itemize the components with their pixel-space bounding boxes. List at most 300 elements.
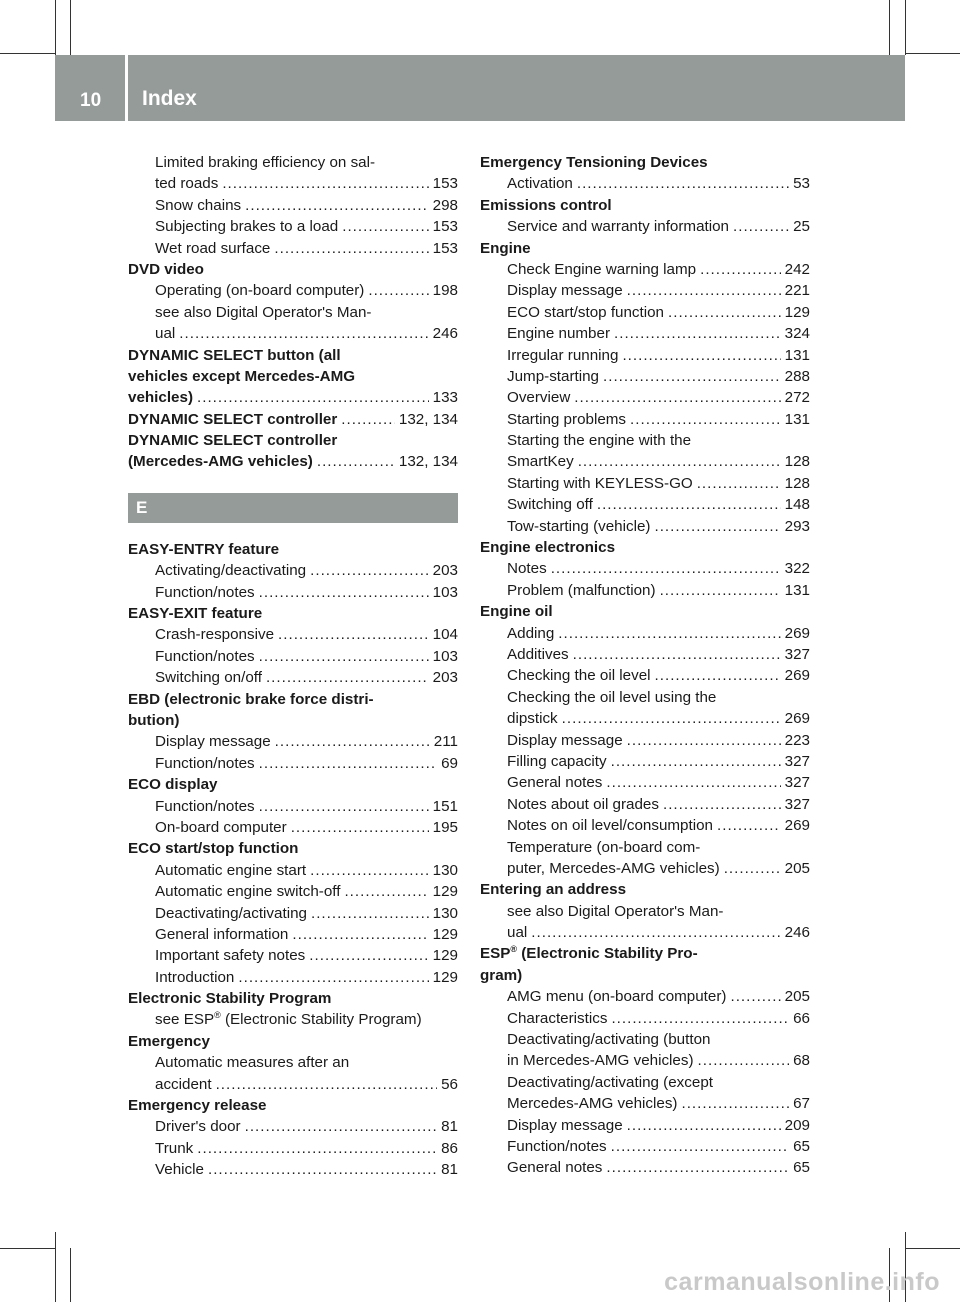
page-reference: 223 bbox=[784, 731, 810, 749]
entry-label: Crash-responsive bbox=[155, 626, 275, 644]
dot-leader bbox=[663, 794, 781, 815]
page-reference: 198 bbox=[432, 282, 458, 300]
index-subentry bbox=[128, 753, 458, 774]
dot-leader bbox=[717, 815, 781, 836]
index-column-right bbox=[480, 152, 810, 1179]
entry-label: ual bbox=[507, 924, 528, 942]
index-entries-e-continued bbox=[480, 152, 810, 1179]
index-subentry bbox=[480, 387, 810, 408]
dot-leader bbox=[179, 323, 428, 344]
entry-label: DYNAMIC SELECT controller bbox=[128, 410, 338, 428]
index-subentry bbox=[480, 1136, 810, 1157]
page-reference: 153 bbox=[432, 175, 458, 193]
entry-label: ECO start/stop function bbox=[507, 303, 665, 321]
dot-leader bbox=[551, 558, 781, 579]
dot-leader bbox=[614, 323, 781, 344]
index-subentry: Automatic measures after an bbox=[155, 1054, 350, 1072]
entry-label: Adding bbox=[507, 624, 555, 642]
entry-label: Switching off bbox=[507, 496, 593, 514]
index-subentry bbox=[480, 644, 810, 665]
page-reference: 242 bbox=[784, 260, 810, 278]
index-heading bbox=[480, 943, 810, 964]
dot-leader bbox=[531, 922, 780, 943]
dot-leader bbox=[344, 881, 428, 902]
dot-leader bbox=[274, 238, 428, 259]
index-heading: Emissions control bbox=[480, 196, 612, 214]
index-heading bbox=[128, 451, 458, 472]
index-subentry bbox=[128, 646, 458, 667]
entry-label-rest: (Electronic Stability Program) bbox=[220, 1011, 422, 1029]
index-subentry bbox=[480, 708, 810, 729]
dot-leader bbox=[562, 708, 781, 729]
registered-mark: ® bbox=[510, 944, 518, 955]
page-reference: 327 bbox=[784, 752, 810, 770]
entry-label: dipstick bbox=[507, 710, 558, 728]
page-reference: 293 bbox=[784, 517, 810, 535]
index-heading: Entering an address bbox=[480, 881, 627, 899]
index-subentry bbox=[480, 280, 810, 301]
index-heading: EASY-EXIT feature bbox=[128, 605, 263, 623]
entry-label: Checking the oil level bbox=[507, 667, 651, 685]
entry-label: Switching on/off bbox=[155, 669, 262, 687]
page-reference: 132, 134 bbox=[398, 410, 458, 428]
index-subentry: Deactivating/activating (button bbox=[507, 1031, 711, 1049]
index-subentry bbox=[480, 858, 810, 879]
index-heading: ECO start/stop function bbox=[128, 840, 299, 858]
index-subentry bbox=[480, 922, 810, 943]
page-reference: 195 bbox=[432, 818, 458, 836]
page-reference: 67 bbox=[793, 1095, 810, 1113]
page-reference: 128 bbox=[784, 453, 810, 471]
page-reference: 103 bbox=[432, 647, 458, 665]
dot-leader bbox=[698, 1050, 790, 1071]
entry-label: Starting problems bbox=[507, 410, 627, 428]
dot-leader bbox=[222, 173, 428, 194]
dot-leader bbox=[197, 1138, 437, 1159]
index-subentry bbox=[128, 323, 458, 344]
page-reference: 81 bbox=[441, 1118, 458, 1136]
page-reference: 211 bbox=[433, 733, 458, 751]
page-reference: 129 bbox=[432, 883, 458, 901]
page-reference: 131 bbox=[784, 410, 810, 428]
entry-label: Operating (on-board computer) bbox=[155, 282, 365, 300]
page-reference: 69 bbox=[441, 754, 458, 772]
index-subentry bbox=[128, 817, 458, 838]
dot-leader bbox=[275, 731, 430, 752]
entry-label: General notes bbox=[507, 1159, 603, 1177]
entry-label: Display message bbox=[507, 282, 623, 300]
index-subentry bbox=[480, 815, 810, 836]
dot-leader bbox=[578, 451, 781, 472]
index-subentry bbox=[480, 580, 810, 601]
registered-mark: ® bbox=[214, 1010, 221, 1021]
index-subentry bbox=[480, 216, 810, 237]
entry-label-rest: (Electronic Stability Pro- bbox=[517, 945, 698, 963]
crop-mark bbox=[55, 0, 56, 55]
page-reference: 130 bbox=[432, 904, 458, 922]
dot-leader bbox=[603, 366, 781, 387]
index-subentry bbox=[480, 323, 810, 344]
page-reference: 131 bbox=[784, 581, 810, 599]
dot-leader bbox=[577, 173, 789, 194]
dot-leader bbox=[655, 665, 781, 686]
index-heading: Emergency bbox=[128, 1032, 210, 1050]
dot-leader bbox=[733, 216, 789, 237]
page-reference: 203 bbox=[432, 562, 458, 580]
dot-leader bbox=[668, 302, 781, 323]
crop-mark bbox=[70, 1248, 71, 1302]
entry-label: Starting with KEYLESS-GO bbox=[507, 474, 693, 492]
dot-leader bbox=[309, 945, 428, 966]
index-heading: Engine oil bbox=[480, 603, 553, 621]
index-subentry bbox=[480, 516, 810, 537]
dot-leader bbox=[573, 644, 781, 665]
index-heading: EASY-ENTRY feature bbox=[128, 540, 280, 558]
index-entries-e bbox=[128, 539, 458, 1181]
entry-label: Function/notes bbox=[155, 583, 255, 601]
index-subentry bbox=[480, 751, 810, 772]
index-subentry bbox=[128, 173, 458, 194]
crop-mark bbox=[889, 0, 890, 55]
entry-label: Filling capacity bbox=[507, 752, 607, 770]
entry-label: Activating/deactivating bbox=[155, 562, 307, 580]
entry-label: Vehicle bbox=[155, 1161, 204, 1179]
entry-label: in Mercedes-AMG vehicles) bbox=[507, 1052, 694, 1070]
index-heading: EBD (electronic brake force distri- bbox=[128, 690, 374, 708]
entry-label: Important safety notes bbox=[155, 947, 306, 965]
index-subentry bbox=[128, 667, 458, 688]
dot-leader bbox=[660, 580, 781, 601]
index-subentry: Checking the oil level using the bbox=[507, 688, 717, 706]
dot-leader bbox=[574, 387, 780, 408]
index-subentry bbox=[128, 860, 458, 881]
entry-label: Wet road surface bbox=[155, 239, 271, 257]
index-subentry bbox=[480, 1008, 810, 1029]
page-reference: 205 bbox=[784, 859, 810, 877]
entry-label: Mercedes-AMG vehicles) bbox=[507, 1095, 678, 1113]
index-subentry bbox=[480, 1050, 810, 1071]
dot-leader bbox=[627, 1115, 781, 1136]
entry-label: Notes on oil level/consumption bbox=[507, 817, 713, 835]
index-heading: Emergency Tensioning Devices bbox=[480, 154, 708, 171]
index-subentry bbox=[480, 302, 810, 323]
dot-leader bbox=[611, 1008, 789, 1029]
page-reference: 327 bbox=[784, 645, 810, 663]
page-reference: 86 bbox=[441, 1139, 458, 1157]
crop-mark bbox=[905, 53, 960, 54]
index-subentry bbox=[128, 1116, 458, 1137]
dot-leader bbox=[245, 195, 429, 216]
entry-label: Notes bbox=[507, 560, 547, 578]
entry-label: Display message bbox=[507, 731, 623, 749]
index-subentry bbox=[480, 1115, 810, 1136]
index-subentry: Temperature (on-board com- bbox=[507, 838, 701, 856]
index-column-left bbox=[128, 152, 458, 1181]
entry-label: Introduction bbox=[155, 968, 235, 986]
index-heading: ECO display bbox=[128, 776, 218, 794]
dot-leader bbox=[700, 259, 781, 280]
index-subentry bbox=[480, 259, 810, 280]
index-heading: Emergency release bbox=[128, 1097, 267, 1115]
index-subentry bbox=[128, 216, 458, 237]
page-reference: 153 bbox=[432, 218, 458, 236]
header-divider bbox=[125, 55, 128, 121]
page-reference: 272 bbox=[784, 389, 810, 407]
entry-label: Overview bbox=[507, 389, 571, 407]
page-reference: 298 bbox=[432, 196, 458, 214]
dot-leader bbox=[597, 494, 781, 515]
index-subentry bbox=[128, 796, 458, 817]
index-subentry bbox=[128, 1009, 458, 1030]
dot-leader bbox=[310, 560, 429, 581]
index-subentry: see also Digital Operator's Man- bbox=[155, 303, 372, 321]
dot-leader bbox=[606, 1157, 789, 1178]
index-heading: Engine bbox=[480, 239, 531, 257]
index-subentry bbox=[480, 665, 810, 686]
entry-label: Automatic engine start bbox=[155, 861, 307, 879]
entry-label: vehicles) bbox=[128, 389, 194, 407]
entry-label: Subjecting brakes to a load bbox=[155, 218, 339, 236]
letter-heading: E bbox=[128, 493, 458, 523]
entry-label: Automatic engine switch-off bbox=[155, 883, 341, 901]
index-subentry bbox=[128, 582, 458, 603]
index-heading: bution) bbox=[128, 711, 180, 729]
crop-mark bbox=[70, 0, 71, 55]
index-subentry bbox=[128, 624, 458, 645]
entry-label: Service and warranty information bbox=[507, 218, 730, 236]
dot-leader bbox=[697, 473, 781, 494]
index-subentry bbox=[128, 731, 458, 752]
dot-leader bbox=[368, 280, 428, 301]
dot-leader bbox=[310, 860, 429, 881]
index-subentry bbox=[480, 345, 810, 366]
page-reference: 327 bbox=[784, 774, 810, 792]
page-number: 10 bbox=[80, 90, 102, 111]
entry-label: Deactivating/activating bbox=[155, 904, 307, 922]
entry-label: Check Engine warning lamp bbox=[507, 260, 697, 278]
page-reference: 205 bbox=[784, 988, 810, 1006]
index-subentry bbox=[480, 1093, 810, 1114]
page-reference: 151 bbox=[432, 797, 458, 815]
page-reference: 132, 134 bbox=[398, 453, 458, 471]
index-subentry bbox=[480, 409, 810, 430]
index-subentry bbox=[480, 1157, 810, 1178]
index-subentry: Starting the engine with the bbox=[507, 432, 692, 450]
index-subentry bbox=[480, 494, 810, 515]
dot-leader bbox=[627, 280, 781, 301]
index-heading: Engine electronics bbox=[480, 539, 616, 557]
entry-label: Function/notes bbox=[155, 754, 255, 772]
entry-label: Function/notes bbox=[155, 647, 255, 665]
index-heading: DYNAMIC SELECT controller bbox=[128, 432, 338, 450]
page-reference: 221 bbox=[784, 282, 810, 300]
page-reference: 322 bbox=[784, 560, 810, 578]
dot-leader bbox=[291, 817, 429, 838]
page-reference: 131 bbox=[784, 346, 810, 364]
index-subentry bbox=[480, 794, 810, 815]
index-entries-d bbox=[128, 152, 458, 473]
dot-leader bbox=[197, 387, 429, 408]
index-subentry bbox=[128, 238, 458, 259]
entry-label: Irregular running bbox=[507, 346, 619, 364]
dot-leader bbox=[341, 409, 395, 430]
index-heading bbox=[128, 387, 458, 408]
dot-leader bbox=[266, 667, 429, 688]
page-reference: 269 bbox=[784, 817, 810, 835]
dot-leader bbox=[292, 924, 428, 945]
dot-leader bbox=[611, 1136, 789, 1157]
crop-mark bbox=[55, 1232, 56, 1302]
dot-leader bbox=[730, 986, 780, 1007]
index-subentry bbox=[480, 473, 810, 494]
page-reference: 129 bbox=[432, 925, 458, 943]
page-reference: 269 bbox=[784, 710, 810, 728]
entry-label: Additives bbox=[507, 645, 569, 663]
dot-leader bbox=[654, 516, 780, 537]
page-reference: 129 bbox=[784, 303, 810, 321]
page-reference: 269 bbox=[784, 667, 810, 685]
page-reference: 130 bbox=[432, 861, 458, 879]
dot-leader bbox=[622, 345, 780, 366]
page-reference: 203 bbox=[432, 669, 458, 687]
dot-leader bbox=[245, 1116, 437, 1137]
page-reference: 327 bbox=[784, 795, 810, 813]
page-reference: 153 bbox=[432, 239, 458, 257]
index-subentry bbox=[480, 623, 810, 644]
index-subentry bbox=[480, 451, 810, 472]
dot-leader bbox=[724, 858, 781, 879]
page-reference: 53 bbox=[793, 175, 810, 193]
entry-label: General information bbox=[155, 925, 289, 943]
dot-leader bbox=[342, 216, 428, 237]
entry-label: Display message bbox=[507, 1116, 623, 1134]
index-subentry: Limited braking efficiency on sal- bbox=[155, 154, 376, 171]
page-reference: 129 bbox=[432, 968, 458, 986]
dot-leader bbox=[311, 903, 429, 924]
index-subentry bbox=[480, 558, 810, 579]
index-heading: DYNAMIC SELECT button (all bbox=[128, 346, 341, 364]
crop-mark bbox=[905, 1248, 960, 1249]
entry-label: SmartKey bbox=[507, 453, 574, 471]
index-heading: vehicles except Mercedes-AMG bbox=[128, 367, 356, 385]
page-reference: 81 bbox=[441, 1161, 458, 1179]
entry-label: General notes bbox=[507, 774, 603, 792]
page-reference: 209 bbox=[784, 1116, 810, 1134]
page-reference: 246 bbox=[432, 325, 458, 343]
page-reference: 103 bbox=[432, 583, 458, 601]
crop-mark bbox=[0, 53, 55, 54]
index-heading bbox=[128, 409, 458, 430]
dot-leader bbox=[611, 751, 781, 772]
entry-label: (Mercedes-AMG vehicles) bbox=[128, 453, 313, 471]
dot-leader bbox=[259, 646, 429, 667]
dot-leader bbox=[208, 1159, 437, 1180]
index-subentry bbox=[128, 881, 458, 902]
page-reference: 246 bbox=[784, 924, 810, 942]
crop-mark bbox=[905, 0, 906, 55]
entry-label: Tow-starting (vehicle) bbox=[507, 517, 651, 535]
page-reference: 133 bbox=[432, 389, 458, 407]
index-subentry bbox=[128, 903, 458, 924]
entry-label: Problem (malfunction) bbox=[507, 581, 656, 599]
crop-mark bbox=[0, 1248, 55, 1249]
index-subentry bbox=[480, 366, 810, 387]
dot-leader bbox=[278, 624, 429, 645]
index-subentry bbox=[128, 924, 458, 945]
entry-label: ual bbox=[155, 325, 176, 343]
entry-label: Function/notes bbox=[155, 797, 255, 815]
page-reference: 25 bbox=[793, 218, 810, 236]
entry-label: Jump-starting bbox=[507, 367, 600, 385]
index-subentry bbox=[128, 945, 458, 966]
page-reference: 128 bbox=[784, 474, 810, 492]
page-reference: 68 bbox=[793, 1052, 810, 1070]
entry-label: Driver's door bbox=[155, 1118, 241, 1136]
page-reference: 66 bbox=[793, 1009, 810, 1027]
page-reference: 269 bbox=[784, 624, 810, 642]
dot-leader bbox=[606, 772, 780, 793]
index-subentry bbox=[128, 195, 458, 216]
entry-label: Notes about oil grades bbox=[507, 795, 659, 813]
entry-label: Characteristics bbox=[507, 1009, 608, 1027]
dot-leader bbox=[317, 451, 395, 472]
entry-label: see ESP bbox=[155, 1011, 215, 1029]
entry-label: Trunk bbox=[155, 1139, 194, 1157]
index-heading: DVD video bbox=[128, 260, 204, 278]
page-reference: 324 bbox=[784, 325, 810, 343]
section-title: Index bbox=[142, 87, 197, 110]
entry-label: ted roads bbox=[155, 175, 219, 193]
index-subentry bbox=[480, 986, 810, 1007]
entry-label: ESP bbox=[480, 945, 511, 963]
entry-label: puter, Mercedes-AMG vehicles) bbox=[507, 859, 720, 877]
index-subentry bbox=[480, 173, 810, 194]
page-reference: 129 bbox=[432, 947, 458, 965]
entry-label: Activation bbox=[507, 175, 573, 193]
page-reference: 65 bbox=[793, 1159, 810, 1177]
entry-label: Snow chains bbox=[155, 196, 242, 214]
entry-label: accident bbox=[155, 1075, 212, 1093]
dot-leader bbox=[630, 409, 781, 430]
dot-leader bbox=[558, 623, 780, 644]
index-heading: Electronic Stability Program bbox=[128, 990, 332, 1008]
index-subentry bbox=[128, 967, 458, 988]
index-subentry bbox=[128, 1138, 458, 1159]
entry-label: Engine number bbox=[507, 325, 611, 343]
page-reference: 288 bbox=[784, 367, 810, 385]
dot-leader bbox=[238, 967, 428, 988]
index-subentry bbox=[128, 1159, 458, 1180]
entry-label: Function/notes bbox=[507, 1137, 607, 1155]
index-subentry bbox=[128, 1074, 458, 1095]
watermark: carmanualsonline.info bbox=[664, 1268, 940, 1296]
index-subentry: see also Digital Operator's Man- bbox=[507, 902, 724, 920]
dot-leader bbox=[627, 730, 781, 751]
dot-leader bbox=[259, 753, 437, 774]
index-heading: gram) bbox=[480, 966, 523, 984]
entry-label: On-board computer bbox=[155, 818, 287, 836]
index-subentry bbox=[480, 772, 810, 793]
dot-leader bbox=[681, 1093, 789, 1114]
page-reference: 148 bbox=[784, 496, 810, 514]
index-subentry bbox=[128, 280, 458, 301]
entry-label: AMG menu (on-board computer) bbox=[507, 988, 727, 1006]
dot-leader bbox=[259, 796, 429, 817]
index-subentry: Deactivating/activating (except bbox=[507, 1073, 713, 1091]
entry-label: Display message bbox=[155, 733, 271, 751]
page-reference: 56 bbox=[441, 1075, 458, 1093]
index-subentry bbox=[128, 560, 458, 581]
